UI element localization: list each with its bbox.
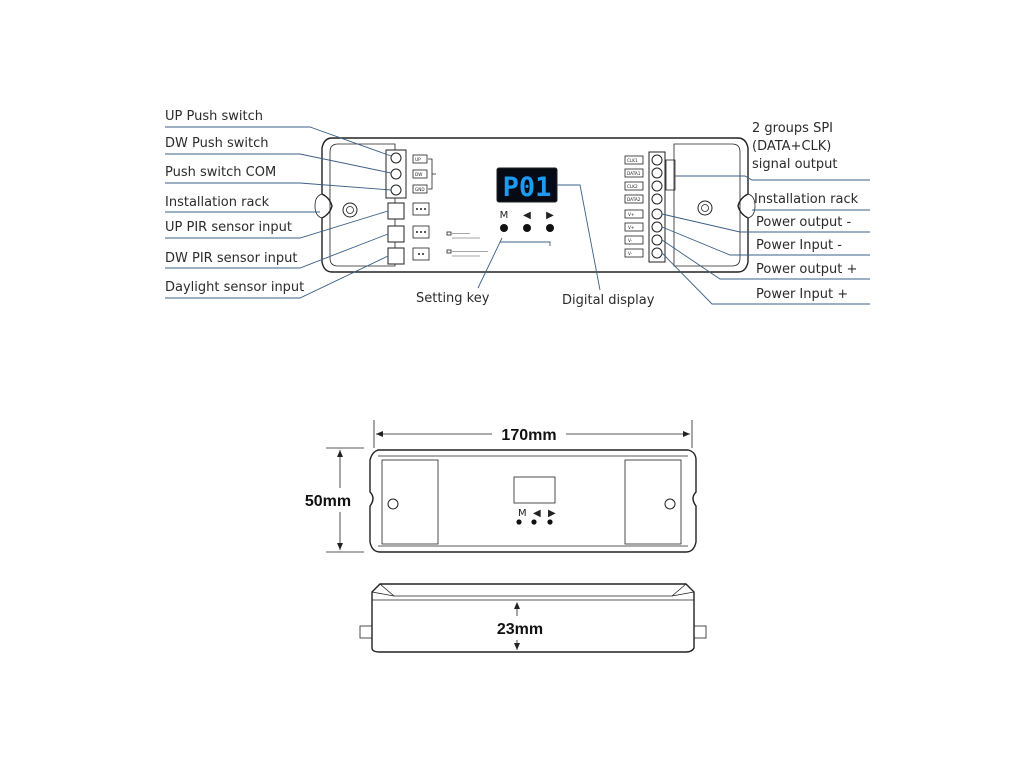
svg-text:V-: V- — [628, 238, 633, 243]
daylight-socket — [388, 248, 404, 264]
front-screw-right-icon — [665, 499, 675, 509]
label-up-pir-sensor: UP PIR sensor input — [165, 220, 292, 235]
svg-text:V-: V- — [628, 251, 633, 256]
label-installation-rack-left: Installation rack — [165, 195, 270, 210]
terminal-screw — [391, 153, 401, 163]
key-label-left: ◀ — [523, 210, 531, 221]
svg-text:CLK1: CLK1 — [627, 158, 638, 163]
label-power-output-minus: Power output - — [756, 215, 852, 230]
label-spi-line3: signal output — [752, 157, 838, 172]
label-installation-rack-right: Installation rack — [754, 192, 859, 207]
key-right-button[interactable] — [546, 224, 554, 232]
label-spi-line1: 2 groups SPI — [752, 121, 833, 136]
dw-pir-socket — [388, 226, 404, 242]
device-side-view — [360, 584, 706, 652]
svg-text:V+: V+ — [628, 212, 635, 217]
display-readout: P01 — [502, 172, 552, 203]
key-label-right: ▶ — [546, 210, 554, 221]
label-power-output-plus: Power output + — [756, 262, 858, 277]
label-up-push-switch: UP Push switch — [165, 109, 263, 124]
terminal-tag-dw: DW — [415, 172, 423, 177]
device-top-view — [315, 138, 755, 272]
key-label-m: M — [499, 210, 509, 221]
label-digital-display: Digital display — [562, 293, 655, 308]
dimension-width: 170mm — [501, 427, 557, 444]
svg-text:CLK2: CLK2 — [627, 184, 638, 189]
device-front-view — [305, 420, 696, 552]
dimension-depth: 23mm — [496, 621, 544, 638]
terminal-screw — [391, 169, 401, 179]
svg-text:◀: ◀ — [533, 508, 541, 519]
label-setting-key: Setting key — [416, 291, 490, 306]
key-m-button[interactable] — [500, 224, 508, 232]
key-left-button[interactable] — [523, 224, 531, 232]
label-push-switch-com: Push switch COM — [165, 165, 277, 180]
dimension-height: 50mm — [304, 493, 352, 510]
svg-text:DATA1: DATA1 — [627, 171, 641, 176]
label-power-input-plus: Power Input + — [756, 287, 849, 302]
terminal-tag-up: UP — [415, 157, 421, 162]
label-power-input-minus: Power Input - — [756, 238, 842, 253]
svg-text:DATA2: DATA2 — [627, 197, 641, 202]
mounting-screw-left-icon — [343, 203, 357, 217]
label-spi-line2: (DATA+CLK) — [752, 139, 832, 154]
terminal-screw — [391, 185, 401, 195]
terminal-tag-gnd: GND — [415, 187, 425, 192]
label-dw-push-switch: DW Push switch — [165, 136, 269, 151]
svg-text:V+: V+ — [628, 225, 635, 230]
svg-text:M: M — [518, 508, 527, 519]
up-pir-socket — [388, 203, 404, 219]
mounting-screw-right-icon — [698, 201, 712, 215]
svg-text:▶: ▶ — [548, 508, 556, 519]
front-screw-left-icon — [388, 499, 398, 509]
label-dw-pir-sensor: DW PIR sensor input — [165, 251, 298, 266]
label-daylight-sensor: Daylight sensor input — [165, 280, 305, 295]
